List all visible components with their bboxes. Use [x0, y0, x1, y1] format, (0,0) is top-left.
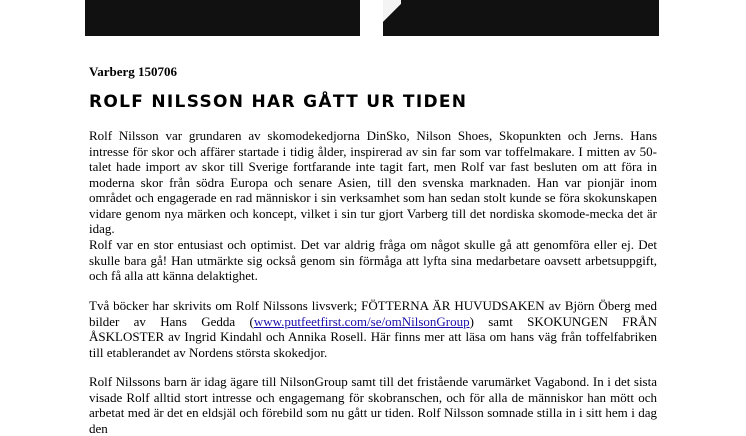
dateline: Varberg 150706 [89, 64, 177, 79]
paragraph-2: Rolf var en stor entusiast och optimist. Det var aldrig fråga om något skulle gå att genomföra eller ej. Det skulle bara gå! Han utmärkte sig också genom sin förmåga att lyfta sina medarbetare oavsett arbetsuppgift, och få alla att känna delaktighet. [89, 237, 657, 283]
paragraph-4: Rolf Nilssons barn är idag ägare till NilsonGroup samt till det fristående varumärket Vagabond. In i det sista visade Rolf alltid stort intresse och engagemang för skobranschen, och för alla de människor han mött och arbetat med är det en eldsjäl och förebild som nu gått ur tiden. Rolf Nilsson somnade stilla in i sitt hem i dag den [89, 374, 657, 436]
paragraph-3-text-before: Två böcker har skrivits om Rolf Nilssons livsverk; FÖTTERNA ÄR HUVUDSAKEN av Björn Öberg med bilder av Hans Gedda ( [89, 298, 657, 329]
header-photo-right [383, 0, 659, 36]
paragraph-3-text-after: ) samt SKOKUNGEN FRÅN ÅSKLOSTER av Ingrid Kindahl och Annika Rosell. Här finns mer att läsa om hans väg från toffelfabriken till etablerandet av Nordens största skokedjor. [89, 313, 657, 360]
header-photo-left [85, 0, 360, 36]
headline: ROLF NILSSON HAR GÅTT UR TIDEN [89, 92, 468, 112]
paragraph-1: Rolf Nilsson var grundaren av skomodekedjorna DinSko, Nilson Shoes, Skopunkten och Jerns. Hans intresse för skor och affärer startade i tidig ålder, inspirerad av sin far som var toffelmakare. I mitten av 50-talet hade import av skor till Sverige fortfarande inte tagit fart, men Rolf var fast besluten om att föra in moderna skor från södra Europa och senare Asien, till den svenska marknaden. Han var pionjär inom området och engagerade en rad människor i sin verksamhet som han sedan stolt kunde se föra skokunskapen vidare genom nya märken och koncept, vilket i sin tur gjort Varberg till det nordiska skomode-mecka det är idag. [89, 128, 657, 236]
book-website-link[interactable]: www.putfeetfirst.com/se/omNilsonGroup [253, 313, 470, 329]
paragraph-3 [89, 298, 657, 360]
